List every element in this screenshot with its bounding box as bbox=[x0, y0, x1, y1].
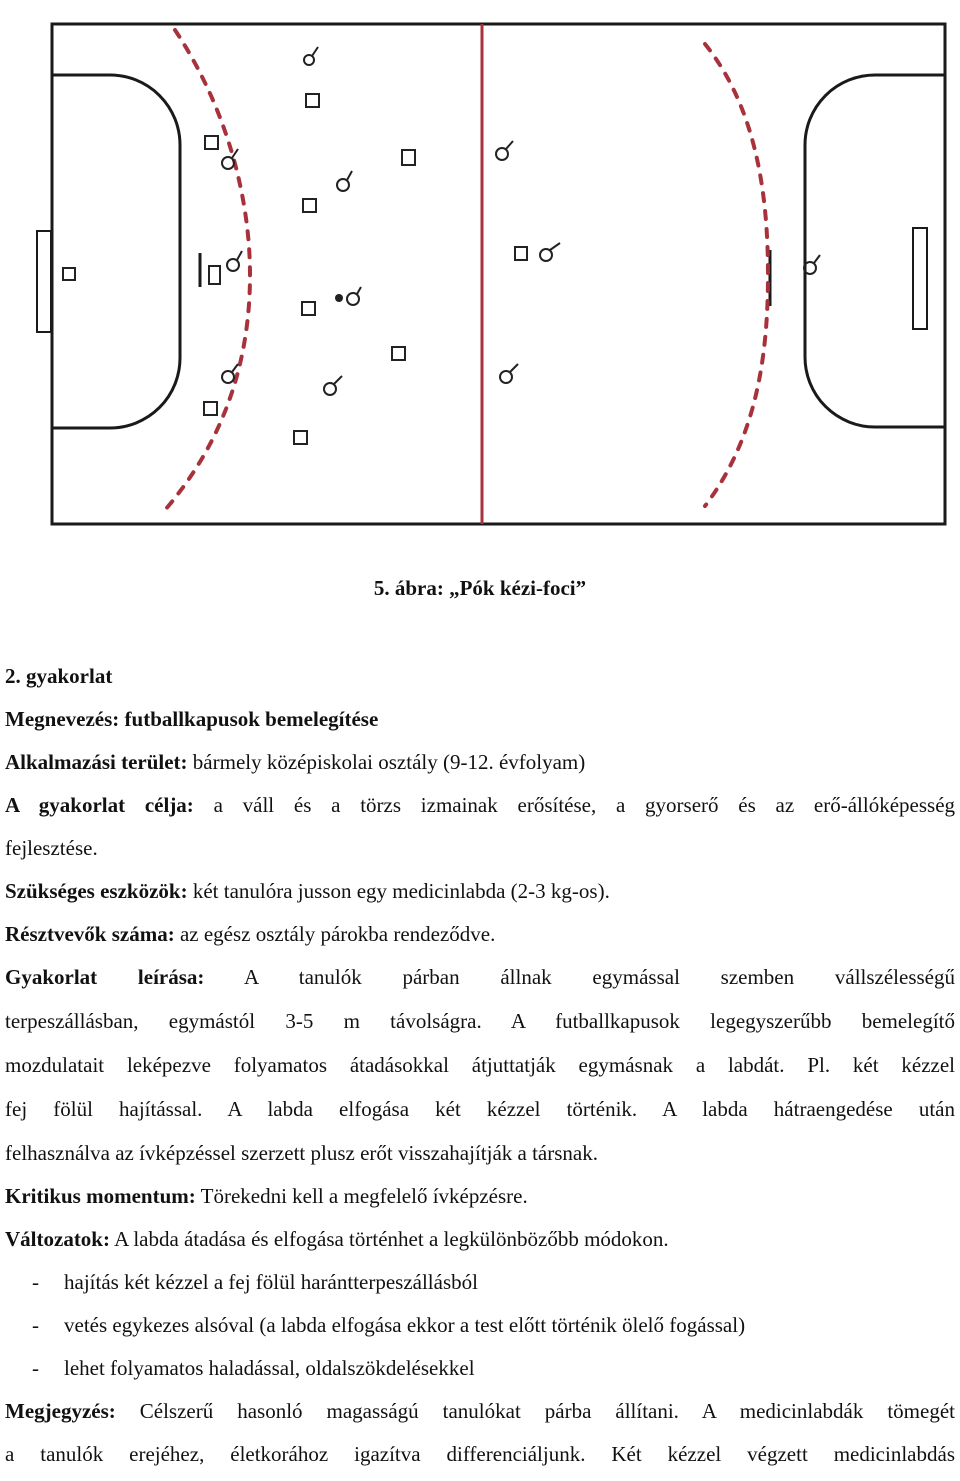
handball-court-diagram bbox=[0, 0, 960, 560]
goal-label: A gyakorlat célja: bbox=[5, 793, 194, 817]
player-circle-marker bbox=[540, 243, 560, 261]
bullet-dash: - bbox=[32, 1270, 39, 1294]
player-square-marker bbox=[392, 347, 405, 360]
player-square-marker bbox=[205, 136, 218, 149]
name-row bbox=[5, 703, 955, 746]
bullet-dash: - bbox=[32, 1356, 39, 1380]
description-line-4: fej fölül hajítással. A labda elfogása két kézzel történik. A labda hátraengedése után bbox=[5, 1097, 955, 1121]
description-row bbox=[5, 961, 955, 1005]
player-square-marker bbox=[515, 247, 527, 260]
participants-label: Résztvevők száma: bbox=[5, 922, 175, 946]
player-square-marker bbox=[294, 431, 307, 444]
note-line-1: Célszerű hasonló magasságú tanulókat párba állítani. A medicinlabdák tömegét bbox=[139, 1399, 955, 1423]
list-item-text: lehet folyamatos haladással, oldalszökdelésekkel bbox=[64, 1356, 475, 1380]
description-line-3: mozdulatait leképezve folyamatos átadásokkal átjuttatják egymásnak a labdát. Pl. két kézzel bbox=[5, 1053, 955, 1077]
player-square-marker bbox=[63, 268, 75, 280]
description-label: Gyakorlat leírása: bbox=[5, 965, 205, 989]
name-value: futballkapusok bemelegítése bbox=[124, 707, 379, 731]
participants-value: az egész osztály párokba rendeződve. bbox=[179, 922, 496, 946]
critical-row bbox=[5, 1180, 955, 1223]
player-circle-marker bbox=[304, 47, 318, 65]
player-square-marker bbox=[306, 94, 319, 107]
goal-row-continued: fejlesztése. bbox=[5, 836, 98, 860]
tools-row bbox=[5, 875, 955, 918]
right-free-throw-line bbox=[705, 44, 768, 506]
player-circle-marker bbox=[337, 171, 352, 191]
description-line-2: terpeszállásban, egymástól 3-5 m távolságra. A futballkapusok legegyszerűbb bemelegítő bbox=[5, 1009, 955, 1033]
list-item bbox=[5, 1352, 955, 1395]
exercise-number: 2. gyakorlat bbox=[5, 664, 113, 688]
area-row bbox=[5, 746, 955, 789]
variants-value: A labda átadása és elfogása történhet a legkülönbözőbb módokon. bbox=[114, 1227, 669, 1251]
right-goal bbox=[913, 228, 927, 329]
player-square-marker bbox=[303, 199, 316, 212]
figure-caption: 5. ábra: „Pók kézi-foci” bbox=[373, 576, 587, 600]
note-line-2: a tanulók erejéhez, életkorához igazítva differenciáljunk. Két kézzel végzett medicinlabdás bbox=[5, 1442, 955, 1466]
list-item-text: vetés egykezes alsóval (a labda elfogása ekkor a test előtt történik ölelő fogással) bbox=[64, 1313, 746, 1337]
list-item-text: hajítás két kézzel a fej fölül harántterpeszállásból bbox=[64, 1270, 478, 1294]
tools-label: Szükséges eszközök: bbox=[5, 879, 188, 903]
list-item bbox=[5, 1309, 955, 1352]
player-circle-marker bbox=[324, 376, 342, 395]
player-circle-marker bbox=[347, 287, 361, 305]
variants-label: Változatok: bbox=[5, 1227, 110, 1251]
right-goal-area-line bbox=[805, 75, 945, 427]
critical-value: Törekedni kell a megfelelő ívképzésre. bbox=[200, 1184, 528, 1208]
goal-row bbox=[5, 789, 955, 832]
description-line-1: A tanulók párban állnak egymással szemben vállszélességű bbox=[243, 965, 955, 989]
participants-row bbox=[5, 918, 955, 961]
area-label: Alkalmazási terület: bbox=[5, 750, 188, 774]
player-square-marker bbox=[302, 302, 315, 315]
left-goal bbox=[37, 231, 51, 332]
medicine-ball bbox=[335, 294, 343, 302]
list-item bbox=[5, 1266, 955, 1309]
player-circle-marker bbox=[227, 251, 242, 271]
player-square-marker bbox=[209, 266, 220, 284]
description-line-5: felhasználva az ívképzéssel szerzett plusz erőt visszahajítják a társnak. bbox=[5, 1141, 598, 1165]
tools-value: két tanulóra jusson egy medicinlabda (2-3 kg-os). bbox=[192, 879, 610, 903]
name-label: Megnevezés: bbox=[5, 707, 120, 731]
goal-value: a váll és a törzs izmainak erősítése, a gyorserő és az erő-állóképesség bbox=[213, 793, 956, 817]
area-value: bármely középiskolai osztály (9-12. évfolyam) bbox=[192, 750, 586, 774]
variants-row bbox=[5, 1223, 955, 1266]
critical-label: Kritikus momentum: bbox=[5, 1184, 196, 1208]
bullet-dash: - bbox=[32, 1313, 39, 1337]
player-circle-marker bbox=[496, 141, 513, 160]
exercise-description bbox=[5, 660, 955, 1481]
player-circle-marker bbox=[500, 364, 518, 383]
left-goal-area-line bbox=[52, 75, 180, 428]
note-row bbox=[5, 1395, 955, 1438]
player-square-marker bbox=[204, 402, 217, 415]
note-label: Megjegyzés: bbox=[5, 1399, 116, 1423]
player-square-marker bbox=[402, 150, 415, 165]
